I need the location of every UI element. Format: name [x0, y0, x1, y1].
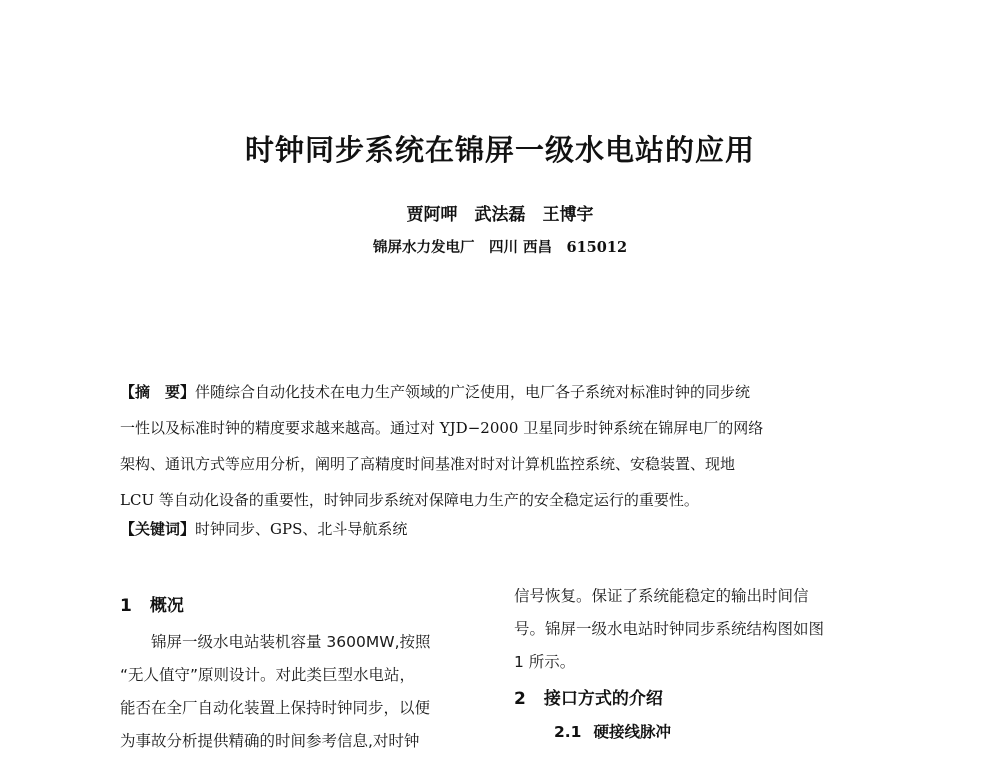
section-1-number: 1: [120, 596, 132, 616]
section-2-1-title: 硬接线脉冲: [593, 723, 671, 741]
section-2-number: 2: [514, 689, 526, 709]
section-1-line-2: “无人值守”原则设计。对此类巨型水电站，: [120, 666, 416, 684]
right-line-2: 号。锦屏一级水电站时钟同步系统结构图如图: [514, 620, 825, 638]
section-1-body: [120, 626, 482, 758]
affiliation: 锦屏水力发电厂 四川 西昌 615012: [372, 239, 628, 256]
right-column: [514, 580, 876, 745]
left-column: [120, 592, 482, 758]
right-line-3: 1 所示。: [514, 653, 576, 671]
abstract-text-1: 伴随综合自动化技术在电力生产领域的广泛使用，电厂各子系统对标准时钟的同步统: [195, 383, 751, 401]
section-2-1-number: 2.1: [554, 723, 582, 741]
abstract-line-2: 一性以及标准时钟的精度要求越来越高。通过对 YJD−2000 卫星同步时钟系统在锦屏电厂的网络: [120, 419, 764, 437]
abstract-line-3: 架构、通讯方式等应用分析，阐明了高精度时间基准对时对计算机监控系统、安稳装置、现地: [120, 455, 736, 473]
keywords-text: 时钟同步、GPS、北斗导航系统: [195, 520, 408, 538]
abstract-line-4: LCU 等自动化设备的重要性，时钟同步系统对保障电力生产的安全稳定运行的重要性。: [120, 491, 699, 509]
paper-title: 时钟同步系统在锦屏一级水电站的应用: [244, 133, 755, 167]
section-1-line-1: 锦屏一级水电站装机容量 3600MW,按照: [151, 633, 431, 651]
keywords-block: [120, 515, 880, 543]
section-2-heading: [514, 685, 876, 713]
section-1-title: 概况: [149, 596, 184, 616]
abstract-label: 【摘 要】: [120, 383, 196, 401]
right-line-1: 信号恢复。保证了系统能稳定的输出时间信: [514, 587, 809, 605]
section-1-line-3: 能否在全厂自动化装置上保持时钟同步，以便: [120, 699, 431, 717]
right-column-body: [514, 580, 876, 679]
abstract-line-1: [120, 374, 880, 410]
section-1-line-4: 为事故分析提供精确的时间参考信息,对时钟: [120, 732, 420, 750]
author-list: 贾阿呷 武法磊 王博宇: [406, 205, 594, 225]
abstract-block: [120, 374, 880, 518]
section-2-title: 接口方式的介绍: [543, 689, 663, 709]
section-2-1-heading: [514, 719, 876, 745]
keywords-label: 【关键词】: [120, 520, 196, 538]
section-1-heading: [120, 592, 482, 620]
